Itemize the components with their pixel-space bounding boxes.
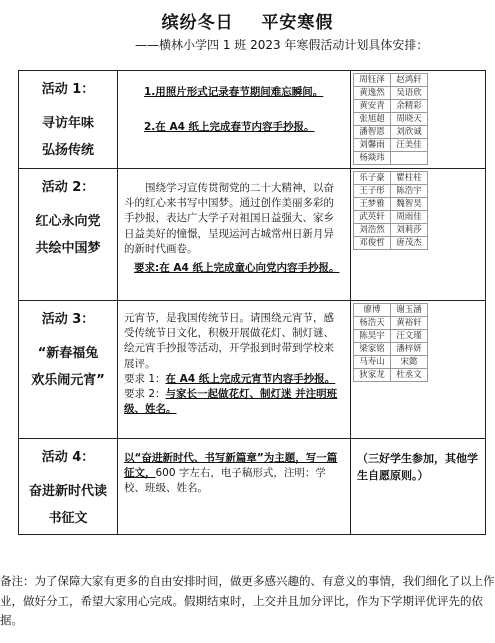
activity-name-line2: 弘扬传统	[41, 143, 94, 159]
student-row	[354, 211, 428, 224]
student-list	[353, 73, 428, 165]
student-name: 刘莉莎	[391, 224, 428, 237]
student-name: 吴语欣	[391, 87, 428, 100]
student-row	[354, 185, 428, 198]
requirement-1-text: 在 A4 纸上完成元宵节内容手抄报。	[165, 372, 336, 385]
activity-label: 活动 3：	[41, 312, 95, 327]
requirement-1-prefix: 要求 1：	[124, 372, 166, 385]
page-title	[0, 8, 495, 33]
activity-name-line2: 书征文	[48, 511, 88, 527]
student-name: 黄裕轩	[391, 317, 428, 330]
student-row	[354, 126, 428, 139]
student-row	[354, 317, 428, 330]
student-name	[391, 152, 428, 165]
student-row	[354, 113, 428, 126]
student-row	[354, 172, 428, 185]
student-name: 乐子豪	[354, 172, 391, 185]
table-row	[19, 169, 486, 301]
page-subtitle: ——横林小学四 1 班 2023 年寒假活动计划具体安排：	[135, 38, 429, 52]
student-name: 杨浩天	[354, 317, 391, 330]
student-name: 邓俊哲	[354, 237, 391, 250]
student-row	[354, 237, 428, 250]
student-row	[354, 198, 428, 211]
participation-note: （三好学生参加，其他学生自愿原则。）	[357, 452, 478, 482]
student-row	[354, 224, 428, 237]
activity-label-cell	[19, 439, 118, 535]
student-name: 瞿柱柱	[391, 172, 428, 185]
student-name: 魏智昊	[391, 198, 428, 211]
student-name: 杜丞文	[391, 369, 428, 382]
student-cell	[351, 301, 486, 439]
activity-table	[18, 70, 486, 535]
student-name: 马寿山	[354, 356, 391, 369]
requirement-2-prefix: 要求 2：	[124, 388, 166, 401]
student-name: 刘浩然	[354, 224, 391, 237]
activity-content-cell	[118, 169, 351, 301]
activity-label: 活动 4：	[41, 450, 95, 465]
student-name: 王梦雅	[354, 198, 391, 211]
student-row	[354, 139, 428, 152]
student-name: 狄家龙	[354, 369, 391, 382]
student-cell	[351, 71, 486, 169]
table-row	[19, 71, 486, 169]
student-name: 廖博	[354, 304, 391, 317]
student-row	[354, 356, 428, 369]
activity-content-cell	[118, 71, 351, 169]
task-2: 2.在 A4 纸上完成春节内容手抄报。	[144, 121, 315, 134]
student-cell	[351, 169, 486, 301]
activity-name-line1: 寻访年味	[41, 115, 94, 131]
activity-details: 600 字左右，电子稿形式，注明：学校、班级、姓名。	[124, 467, 326, 495]
activity-name-line2: 共绘中国梦	[35, 241, 101, 257]
activity-label-cell	[19, 301, 118, 439]
requirement-1	[124, 372, 344, 387]
student-name: 周钰泽	[354, 74, 391, 87]
footer-note: 备注：为了保障大家有更多的自由安排时间，做更多感兴趣的、有意义的事情，我们细化了以上作业，做好分工，希望大家用心完成。假期结束时，上交并且加分评比，作为下学期评优评先的依据。	[0, 574, 495, 628]
activity-content-cell	[118, 439, 351, 535]
student-row	[354, 369, 428, 382]
activity-label: 活动 2：	[41, 180, 95, 195]
title-part2: 平安寒假	[261, 13, 334, 33]
student-name: 唐茂杰	[391, 237, 428, 250]
activity-content-cell	[118, 301, 351, 439]
title-part1: 缤纷冬日	[161, 13, 234, 33]
student-name: 陈浩宇	[391, 185, 428, 198]
student-row	[354, 100, 428, 113]
activity-description: 元宵节，是我国传统节日。请围绕元宵节，感受传统节日文化，积极开展做花灯、制灯谜、绘元宵手抄报等活动，开学报到时带到学校来展评。	[124, 312, 334, 370]
table-row	[19, 301, 486, 439]
student-name: 武英轩	[354, 211, 391, 224]
student-row	[354, 304, 428, 317]
student-row	[354, 152, 428, 165]
student-name: 王子彤	[354, 185, 391, 198]
student-name: 周晓天	[391, 113, 428, 126]
student-name: 梁家铭	[354, 343, 391, 356]
student-row	[354, 87, 428, 100]
student-name: 刘馨雨	[354, 139, 391, 152]
student-list	[353, 171, 428, 250]
activity-name-line1: “新春福兔	[37, 345, 99, 361]
task-1: 1.用照片形式记录春节期间难忘瞬间。	[144, 86, 324, 98]
student-row	[354, 74, 428, 87]
student-name: 宋懿	[391, 356, 428, 369]
student-name: 潘智恩	[354, 126, 391, 139]
student-name: 张旭超	[354, 113, 391, 126]
student-name: 黄安青	[354, 100, 391, 113]
student-name: 谢玉涵	[391, 304, 428, 317]
student-name: 周雨佳	[391, 211, 428, 224]
activity-label-cell	[19, 169, 118, 301]
student-name: 黄逸然	[354, 87, 391, 100]
activity-description	[124, 451, 344, 497]
student-name: 赵鸿轩	[391, 74, 428, 87]
student-name: 潘梓妍	[391, 343, 428, 356]
student-list	[353, 303, 428, 382]
student-name: 陈昊宇	[354, 330, 391, 343]
activity-label-cell	[19, 71, 118, 169]
side-note-cell	[351, 439, 486, 535]
student-name: 余精彩	[391, 100, 428, 113]
student-name: 汪文瑾	[391, 330, 428, 343]
activity-description: 围绕学习宣传贯彻党的二十大精神，以奋斗的红心来书写中国梦。通过创作美丽多彩的手抄报，表达广大学子对祖国日益强大、家乡日益美好的憧憬，呈现运河古城常州日新月异的新时代画卷。	[124, 182, 334, 255]
activity-requirement: 要求:在 A4 纸上完成童心向党内容手抄报。	[134, 262, 340, 275]
activity-name-line1: 奋进新时代读	[28, 483, 107, 499]
activity-name-line2: 欢乐闹元宵”	[31, 373, 105, 389]
activity-name-line1: 红心永向党	[35, 213, 101, 229]
activity-label: 活动 1：	[41, 82, 95, 97]
student-name: 汪美佳	[391, 139, 428, 152]
requirement-2	[124, 387, 344, 417]
student-row	[354, 330, 428, 343]
requirement-2-text: 与家长一起做花灯、制灯迷 并注明班级、姓名。	[124, 388, 338, 416]
student-name: 刘欣诚	[391, 126, 428, 139]
table-row	[19, 439, 486, 535]
student-row	[354, 343, 428, 356]
activity-theme: 以“奋进新时代、书写新篇章”为主题，写一篇征文，	[124, 452, 338, 480]
student-name: 杨燚玮	[354, 152, 391, 165]
